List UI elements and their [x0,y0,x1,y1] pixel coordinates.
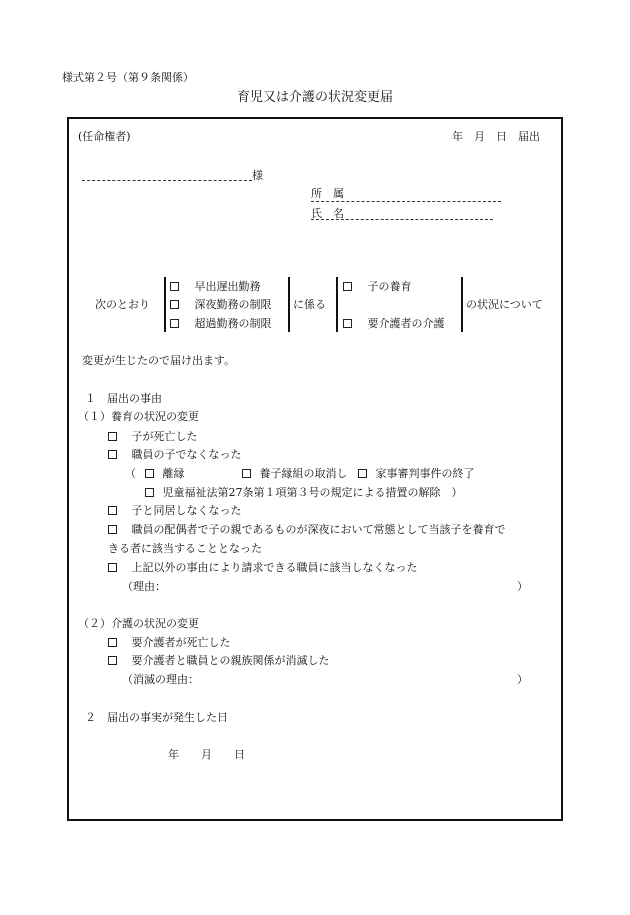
bracket-left-2 [336,277,338,332]
section2-heading: ２ 届出の事実が発生した日 [85,711,228,724]
nursing-reason-close: ） [517,673,528,686]
statement-body: 変更が生じたので届け出ます。 [82,354,236,367]
care-option-nursing: 要介護者の介護 [343,318,445,329]
work-option-overtime: 超過勤務の制限 [170,318,272,329]
reason-close: ） [517,580,528,593]
childcare-heading: （１）養育の状況の変更 [78,410,199,423]
bracket-right-2 [461,277,463,332]
appointer-name-line [82,180,252,181]
checkbox[interactable] [170,282,179,291]
appointer-label: (任命権者) [78,130,131,143]
statement-connector: に係る [293,298,326,311]
honorific: 様 [252,169,263,182]
checkbox[interactable] [343,282,352,291]
checkbox[interactable] [170,300,179,309]
name-label: 氏 名 [311,207,344,220]
bracket-left-1 [164,277,166,332]
name-line [311,219,493,220]
item-other-reason: 上記以外の事由により請求できる職員に該当しなくなった [108,562,418,573]
checkbox[interactable] [343,319,352,328]
item-child-welfare: 児童福祉法第27条第１項第３号の規定による措置の解除 ） [145,487,463,498]
page-title: 育児又は介護の状況変更届 [236,90,393,105]
notice-date: 年 月 日 届出 [452,130,540,143]
item-not-living: 子と同居しなくなった [108,505,242,516]
checkbox[interactable] [108,525,117,534]
item-spouse-cont: きる者に該当することとなった [108,542,262,555]
section1-heading: １ 届出の事由 [85,392,162,405]
item-relation-ended: 要介護者と職員との親族関係が消滅した [108,655,330,666]
reason-label: （理由： [122,580,166,593]
checkbox[interactable] [145,469,154,478]
item-child-died: 子が死亡した [108,431,198,442]
checkbox[interactable] [358,469,367,478]
item-family-court: 家事審判事件の終了 [358,468,475,479]
item-adoption-cancel: 養子縁組の取消し [242,468,348,479]
sub-open-paren: （ [125,467,136,480]
checkbox[interactable] [108,450,117,459]
nursing-heading: （２）介護の状況の変更 [78,617,199,630]
statement-suffix: の状況について [466,298,543,311]
checkbox[interactable] [108,563,117,572]
checkbox[interactable] [170,319,179,328]
nursing-reason-label: （消滅の理由： [122,673,199,686]
item-spouse: 職員の配偶者で子の親であるものが深夜において常態として当該子を養育で [108,524,506,535]
checkbox[interactable] [108,656,117,665]
work-option-early-late: 早出遅出勤務 [170,281,261,292]
care-option-child: 子の養育 [343,281,412,292]
item-divorce: 離縁 [145,468,185,479]
statement-prefix: 次のとおり [95,298,150,311]
affiliation-label: 所 属 [311,187,344,200]
form-number: 様式第２号（第９条関係） [62,71,194,84]
checkbox[interactable] [242,469,251,478]
affiliation-line [311,201,501,202]
checkbox[interactable] [108,432,117,441]
item-not-child: 職員の子でなくなった [108,449,242,460]
checkbox[interactable] [145,488,154,497]
checkbox[interactable] [108,506,117,515]
bracket-right-1 [288,277,290,332]
checkbox[interactable] [108,638,117,647]
item-care-died: 要介護者が死亡した [108,637,231,648]
occurrence-date: 年 月 日 [168,748,245,761]
work-option-night: 深夜勤務の制限 [170,299,272,310]
